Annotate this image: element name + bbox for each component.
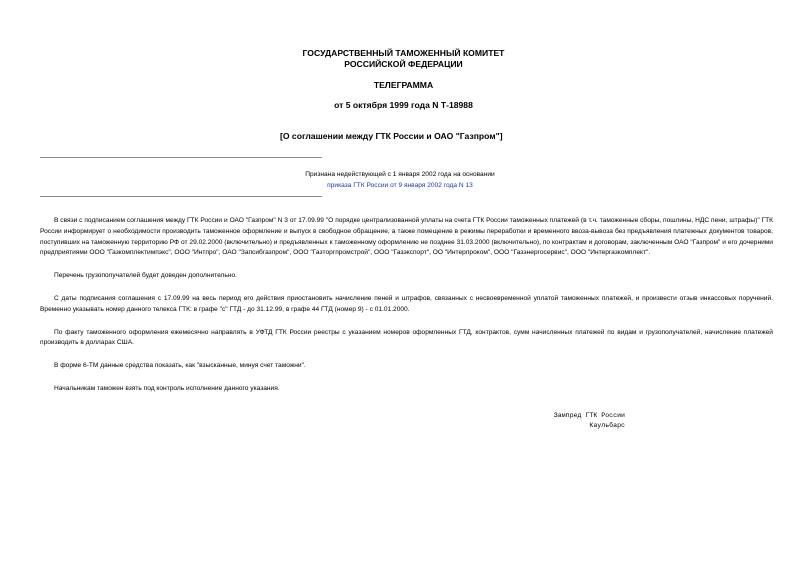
signature-block bbox=[500, 411, 625, 431]
paragraph: В форме 6-ТМ данные средства показать, как "взысканные, минуя счет таможни". bbox=[54, 362, 306, 370]
document-date-number: от 5 октября 1999 года N Т-18988 bbox=[334, 100, 473, 110]
authority-line-1: ГОСУДАРСТВЕННЫЙ ТАМОЖЕННЫЙ КОМИТЕТ bbox=[302, 48, 505, 58]
status-notice bbox=[250, 169, 550, 191]
divider-bottom bbox=[40, 196, 322, 197]
divider-top bbox=[40, 157, 322, 158]
document-subject: [О соглашении между ГТК России и ОАО "Газпром"] bbox=[280, 131, 503, 141]
paragraph: В связи с подписанием соглашения между ГТК России и ОАО "Газпром" N 3 от 17.09.99 "О порядке централизованной уплаты на счета ГТК России таможенных платежей (в т.ч. таможенные сборы, пошлины, НДС пени, штрафы)" ГТК России информирует о необходимости производить таможенное оформление и выпуск в свободное обращение, а также помещение в режимы переработки и временного ввоза-вывоза без предъявления платежных документов товаров, поступивших на таможенную территорию РФ от 29.02.2000 (включительно) и предъявленных к таможенному оформлению не позднее 31.03.2000 (включительно), по контрактам и договорам, заключенным ОАО "Газпром" и его дочерними предприятиями ООО "Газкомплектимпэкс", ООО "Интпро", ОАО "Запсибгазпром", ООО "Газторгпромстрой", ООО "Газэкспорт", ОО "Интерпроком", ООО "Газэнергосервис", ООО "Интергазкомплект". bbox=[40, 217, 773, 257]
document-body bbox=[40, 216, 773, 407]
paragraph: Начальникам таможен взять под контроль исполнение данного указания. bbox=[54, 384, 280, 392]
signatory-position: Зампред ГТК России bbox=[553, 412, 625, 419]
paragraph: Перечень грузополучателей будет доведен дополнительно. bbox=[54, 272, 237, 280]
paragraph: С даты подписания соглашения с 17.09.99 на весь период его действия приостановить начисление пеней и штрафов, связанных с несвоевременной уплатой таможенных платежей, и произвести отзыв инкассовых поручений. Временно указывать номер данного телекса ГТК: в графе "с" ГТД - до 31.12.99, в графе 44 ГТД (номер 9) - с 01.01.2000. bbox=[40, 294, 773, 313]
signatory-name: Каульбарс bbox=[589, 422, 625, 429]
repeal-order-link[interactable]: приказа ГТК России от 9 января 2002 года N 13 bbox=[327, 182, 473, 189]
issuing-authority bbox=[0, 48, 807, 70]
status-notice-text: Признана недействующей с 1 января 2002 года на основании bbox=[305, 171, 495, 178]
paragraph: По факту таможенного оформления ежемесячно направлять в УФТД ГТК России реестры с указанием номеров оформленных ГТД, контрактов, сумм начисленных платежей по видам и грузополучателей, начисление платежей производить в долларах США. bbox=[40, 328, 773, 347]
authority-line-2: РОССИЙСКОЙ ФЕДЕРАЦИИ bbox=[344, 59, 463, 69]
document-type: ТЕЛЕГРАММА bbox=[373, 80, 434, 90]
